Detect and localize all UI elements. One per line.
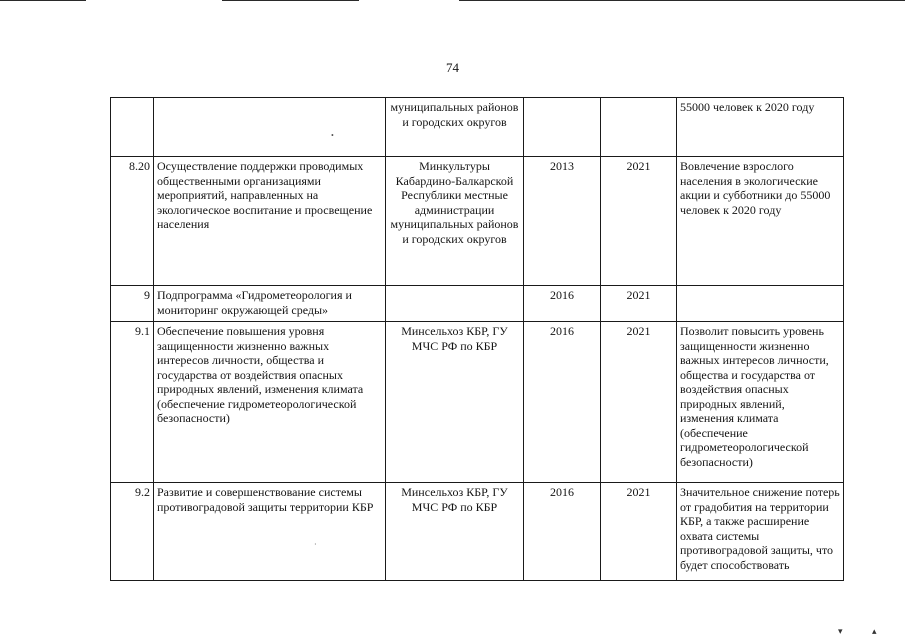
row-number-cell [111,98,154,157]
table-row [111,98,844,157]
table-row [111,322,844,483]
table-row [111,483,844,581]
measure-name-cell: Обеспечение повышения уровня защищенности жизненно важных интересов личности, общества и государства от воздействия опасных природных явлений, изменения климата (обеспечение гидрометеорологической безопасности) [154,322,386,483]
measure-name-cell: Развитие и совершенствование системы противоградовой защиты территории КБР [154,483,386,581]
end-year-cell: 2021 [601,322,677,483]
start-year-cell: 2016 [524,322,601,483]
end-year-cell [601,98,677,157]
executor-cell: Минсельхоз КБР, ГУ МЧС РФ по КБР [386,322,524,483]
result-cell: Вовлечение взрослого населения в экологические акции и субботники до 55000 человек к 2020 году [677,157,844,286]
scan-speck: · [314,540,317,549]
start-year-cell: 2016 [524,286,601,322]
row-number-cell: 9.1 [111,322,154,483]
row-number-cell: 8.20 [111,157,154,286]
result-cell [677,286,844,322]
row-number-cell: 9.2 [111,483,154,581]
end-year-cell: 2021 [601,483,677,581]
executor-cell: Минсельхоз КБР, ГУ МЧС РФ по КБР [386,483,524,581]
end-year-cell: 2021 [601,157,677,286]
start-year-cell: 2016 [524,483,601,581]
scan-corner-mark: ▾ [838,626,843,636]
measures-table [110,97,844,581]
page-number: 74 [446,60,459,75]
row-number-cell: 9 [111,286,154,322]
measure-name-cell: Подпрограмма «Гидрометеорология и мониторинг окружающей среды» [154,286,386,322]
table-row [111,157,844,286]
scan-top-line-3 [459,0,905,1]
end-year-cell: 2021 [601,286,677,322]
scan-speck: • [331,131,334,140]
table-row [111,286,844,322]
start-year-cell: 2013 [524,157,601,286]
scan-top-line-1 [0,0,86,1]
executor-cell: муниципальных районов и городских округов [386,98,524,157]
executor-cell: Минкультуры Кабардино-Балкарской Республики местные администрации муниципальных районов и городских округов [386,157,524,286]
start-year-cell [524,98,601,157]
result-cell: Позволит повысить уровень защищенности жизненно важных интересов личности, общества и государства от воздействия опасных природных явлений, изменения климата (обеспечение гидрометеорологической безопасности) [677,322,844,483]
result-cell: Значительное снижение потерь от градобития на территории КБР, а также расширение охвата системы противоградовой защиты, что будет способствовать [677,483,844,581]
measure-name-cell [154,98,386,157]
scan-corner-mark: ▴ [872,626,877,636]
scan-top-line-2 [222,0,359,1]
measure-name-cell: Осуществление поддержки проводимых общественными организациями мероприятий, направленных на экологическое воспитание и просвещение населения [154,157,386,286]
result-cell: 55000 человек к 2020 году [677,98,844,157]
executor-cell [386,286,524,322]
